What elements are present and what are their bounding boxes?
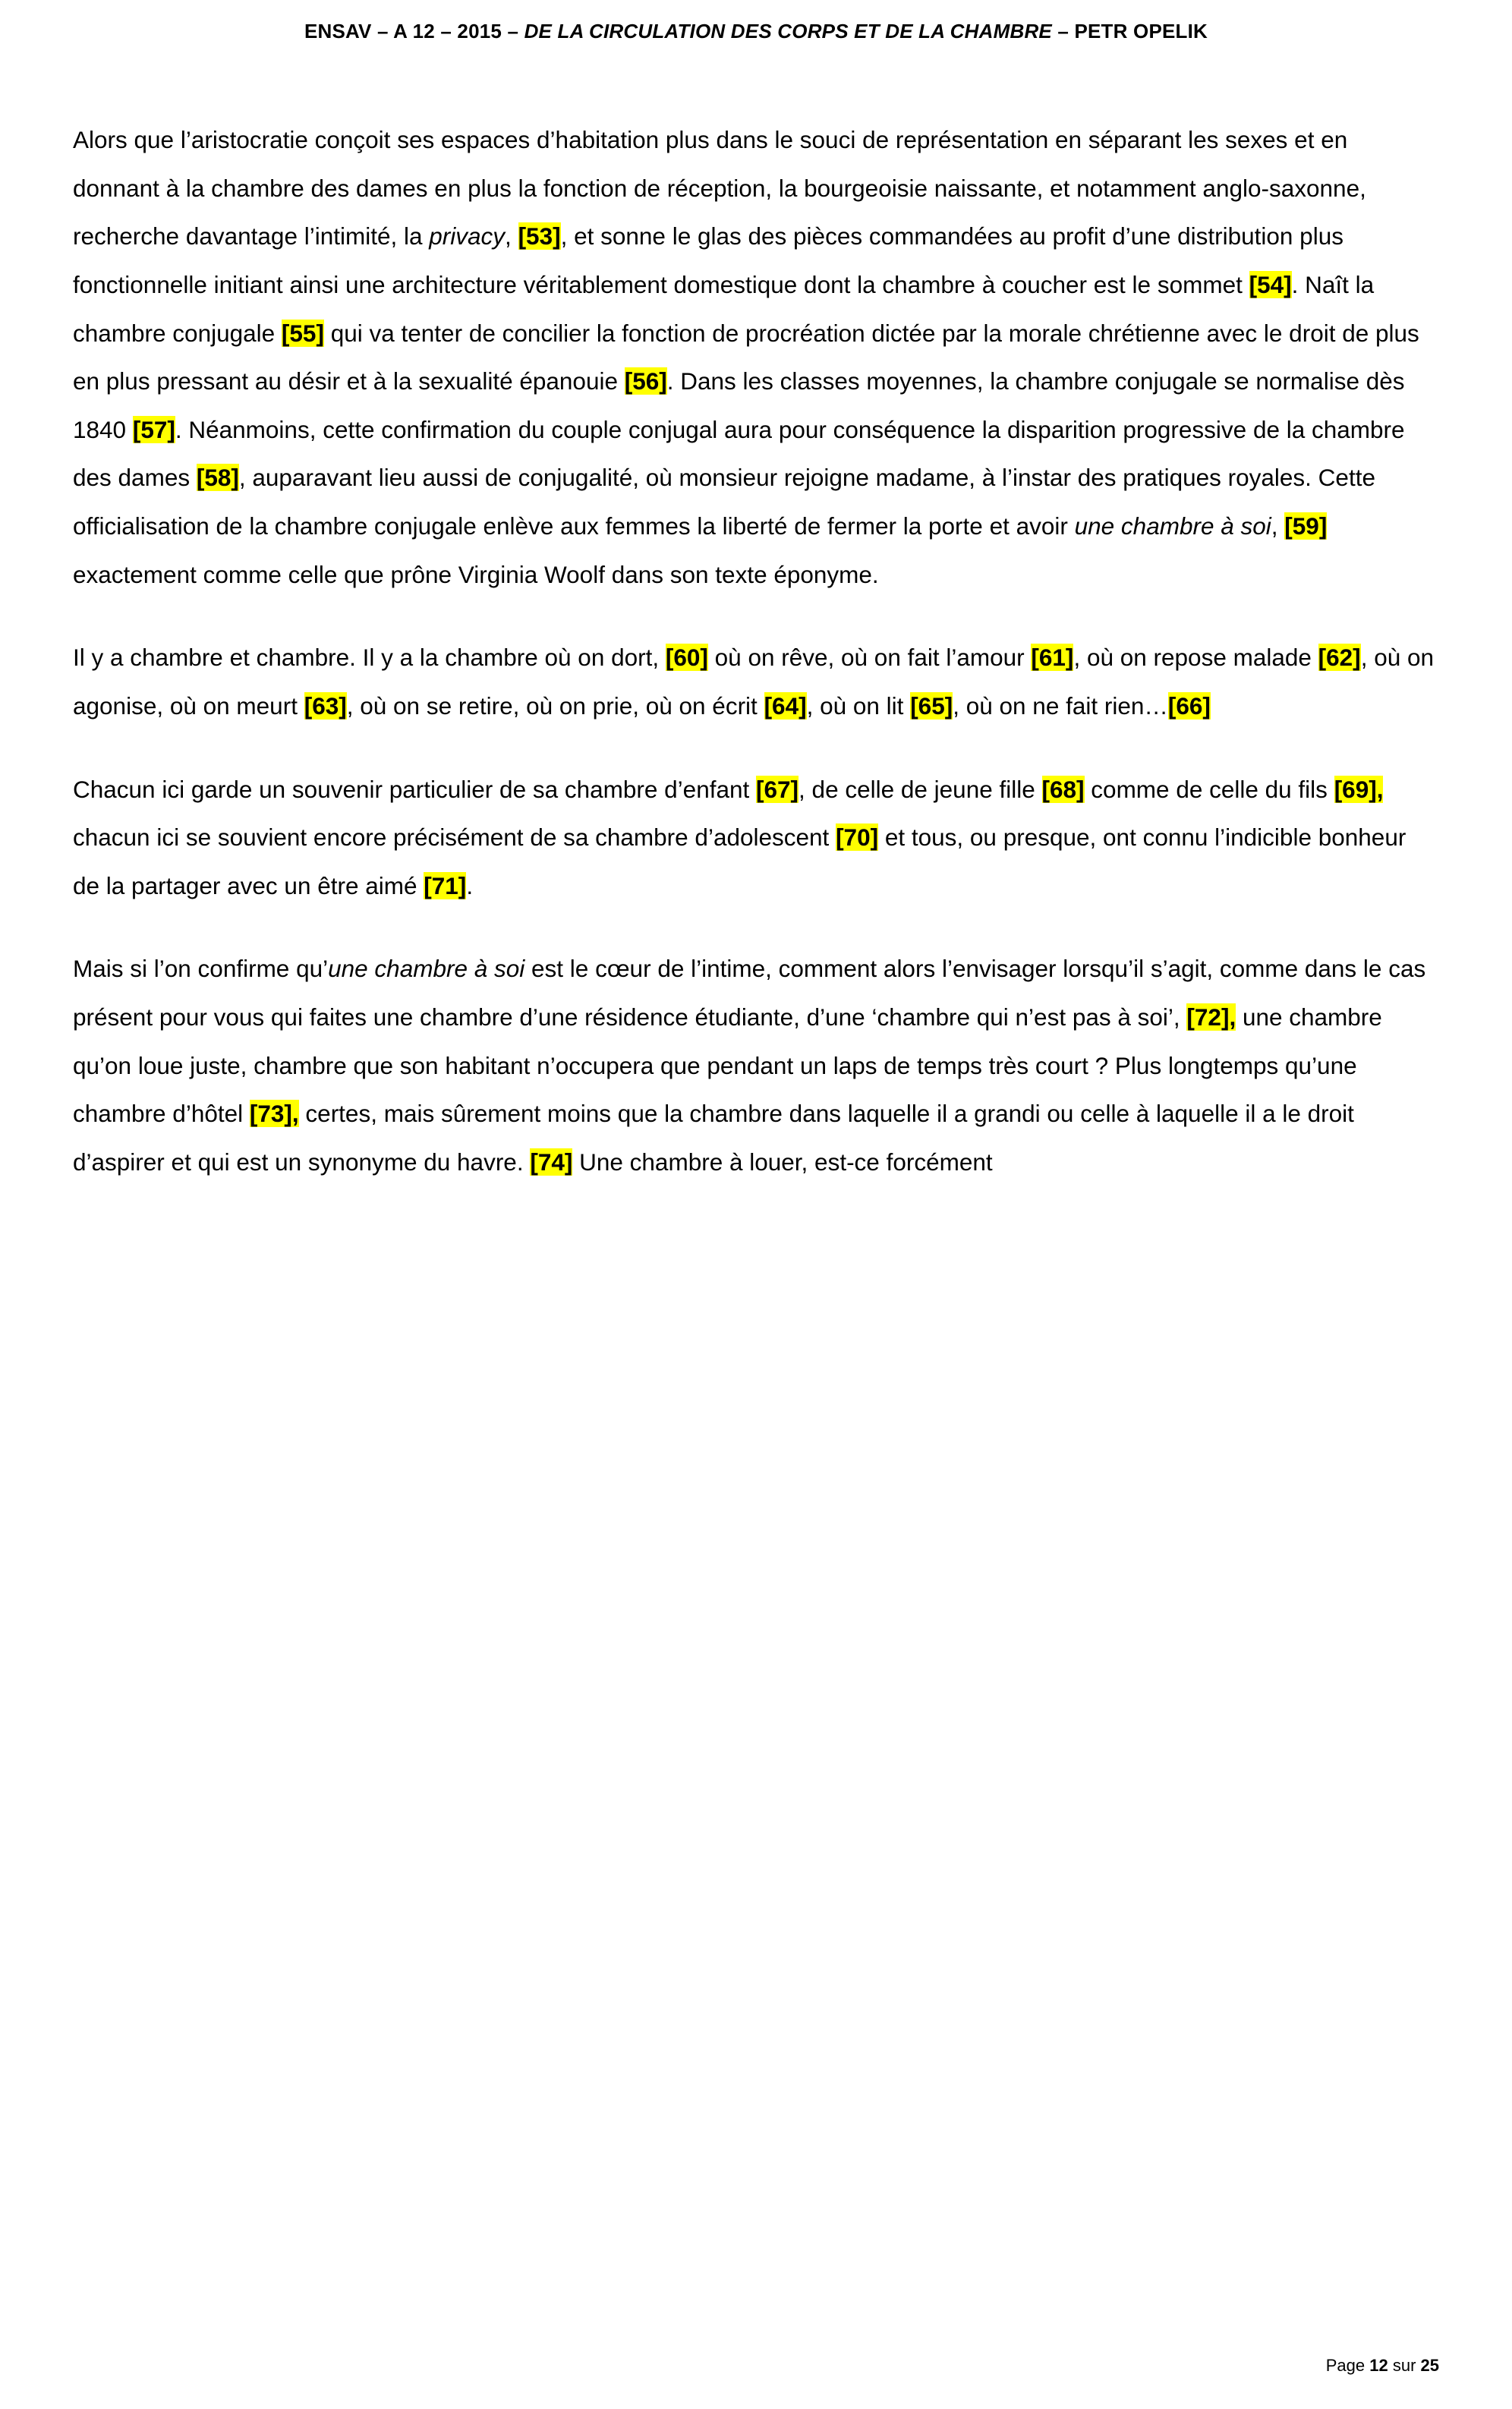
reference-marker: [59] xyxy=(1284,512,1328,540)
reference-marker: [65] xyxy=(910,691,953,720)
reference-marker: [62] xyxy=(1318,644,1361,672)
reference-marker: [67] xyxy=(756,775,799,803)
paragraph xyxy=(73,766,1439,911)
reference-marker: [72], xyxy=(1186,1003,1236,1031)
reference-marker: [61] xyxy=(1031,644,1074,672)
header-title: DE LA CIRCULATION DES CORPS ET DE LA CHAMBRE xyxy=(524,20,1052,43)
paragraph xyxy=(73,634,1439,730)
text-run: , xyxy=(1271,512,1285,540)
text-run: , de celle de jeune fille xyxy=(799,775,1042,803)
text-run: Chacun ici garde un souvenir particulier de sa chambre d’enfant xyxy=(73,775,757,803)
reference-marker: [71] xyxy=(424,871,467,899)
text-run: et tous, ou presque, ont connu l’indicible bonheur de la partager avec un être aimé xyxy=(73,823,1406,899)
text-run: , xyxy=(505,222,518,250)
text-run: , où on repose malade xyxy=(1073,644,1318,672)
reference-marker: [64] xyxy=(764,691,807,720)
reference-marker: [73], xyxy=(249,1100,299,1128)
reference-marker: [55] xyxy=(281,319,324,347)
text-run: une chambre qu’on loue juste, chambre que son habitant n’occupera que pendant un laps de temps très court ? Plus longtemps qu’une chambre d’hôtel xyxy=(73,1003,1382,1128)
footer-prefix: Page xyxy=(1325,2356,1370,2375)
reference-marker: [60] xyxy=(665,644,708,672)
text-run: est le cœur de l’intime, comment alors l’envisager lorsqu’il s’agit, comme dans le cas présent pour vous qui faites une chambre d’une résidence étudiante, d’une ‘chambre qui n’est pas à soi’, xyxy=(73,955,1426,1031)
reference-marker: [70] xyxy=(836,823,879,852)
text-run: où on rêve, où on fait l’amour xyxy=(707,644,1032,672)
text-run: Une chambre à louer, est-ce forcément xyxy=(572,1148,993,1176)
footer-current-page: 12 xyxy=(1369,2356,1388,2375)
reference-marker: [58] xyxy=(196,464,239,492)
text-run: , où on lit xyxy=(806,691,911,720)
italic-phrase: privacy xyxy=(429,222,506,250)
text-run: certes, mais sûrement moins que la chambre dans laquelle il a grandi ou celle à laquelle il a le droit d’aspirer et qui est un synonyme du havre. xyxy=(73,1100,1354,1176)
reference-marker: [66] xyxy=(1167,691,1211,720)
text-run: . Dans les classes moyennes, la chambre conjugale se normalise dès 1840 xyxy=(73,367,1405,443)
reference-marker: [53] xyxy=(518,222,561,250)
paragraph xyxy=(73,945,1439,1186)
text-run: , et sonne le glas des pièces commandées au profit d’une distribution plus fonctionnelle initiant ainsi une architecture véritablement domestique dont la chambre à coucher est le sommet xyxy=(73,222,1343,298)
header-suffix: – PETR OPELIK xyxy=(1051,20,1208,43)
page-header xyxy=(73,20,1439,43)
footer-middle: sur xyxy=(1388,2356,1421,2375)
text-run: qui va tenter de concilier la fonction de procréation dictée par la morale chrétienne avec le droit de plus en plus pressant au désir et à la sexualité épanouie xyxy=(73,319,1419,395)
text-run: exactement comme celle que prône Virginia Woolf dans son texte éponyme. xyxy=(73,560,879,588)
text-run: chacun ici se souvient encore précisément de sa chambre d’adolescent xyxy=(73,823,836,852)
reference-marker: [56] xyxy=(624,367,667,395)
text-run: . xyxy=(466,871,474,899)
reference-marker: [54] xyxy=(1249,270,1292,298)
text-run: . Naît la chambre conjugale xyxy=(73,270,1375,347)
reference-marker: [57] xyxy=(132,415,175,443)
text-run: . Néanmoins, cette confirmation du couple conjugal aura pour conséquence la disparition progressive de la chambre des dames xyxy=(73,415,1405,492)
reference-marker: [68] xyxy=(1041,775,1085,803)
reference-marker: [74] xyxy=(530,1148,573,1176)
italic-phrase: une chambre à soi xyxy=(1074,512,1271,540)
footer-total-pages: 25 xyxy=(1420,2356,1439,2375)
page-footer xyxy=(1326,2356,1439,2376)
text-run: , où on se retire, où on prie, où on écrit xyxy=(346,691,764,720)
paragraph xyxy=(73,116,1439,599)
italic-phrase: une chambre à soi xyxy=(328,955,525,983)
reference-marker: [63] xyxy=(304,691,347,720)
header-prefix: ENSAV – A 12 – 2015 – xyxy=(304,20,524,43)
text-run: Il y a chambre et chambre. Il y a la chambre où on dort, xyxy=(73,644,666,672)
text-run: comme de celle du fils xyxy=(1084,775,1334,803)
text-run: , auparavant lieu aussi de conjugalité, où monsieur rejoigne madame, à l’instar des pratiques royales. Cette officialisation de la chambre conjugale enlève aux femmes la liberté de fermer la porte et avoir xyxy=(73,464,1375,540)
text-run: Mais si l’on confirme qu’ xyxy=(73,955,329,983)
text-run: Alors que l’aristocratie conçoit ses espaces d’habitation plus dans le souci de représentation en séparant les sexes et en donnant à la chambre des dames en plus la fonction de réception, la bourgeoisie naissante, et notamment anglo-saxonne, recherche davantage l’intimité, la xyxy=(73,126,1366,250)
text-run: , où on agonise, où on meurt xyxy=(73,644,1435,720)
document-body xyxy=(73,116,1439,1187)
text-run: , où on ne fait rien… xyxy=(953,691,1168,720)
reference-marker: [69], xyxy=(1334,775,1384,803)
